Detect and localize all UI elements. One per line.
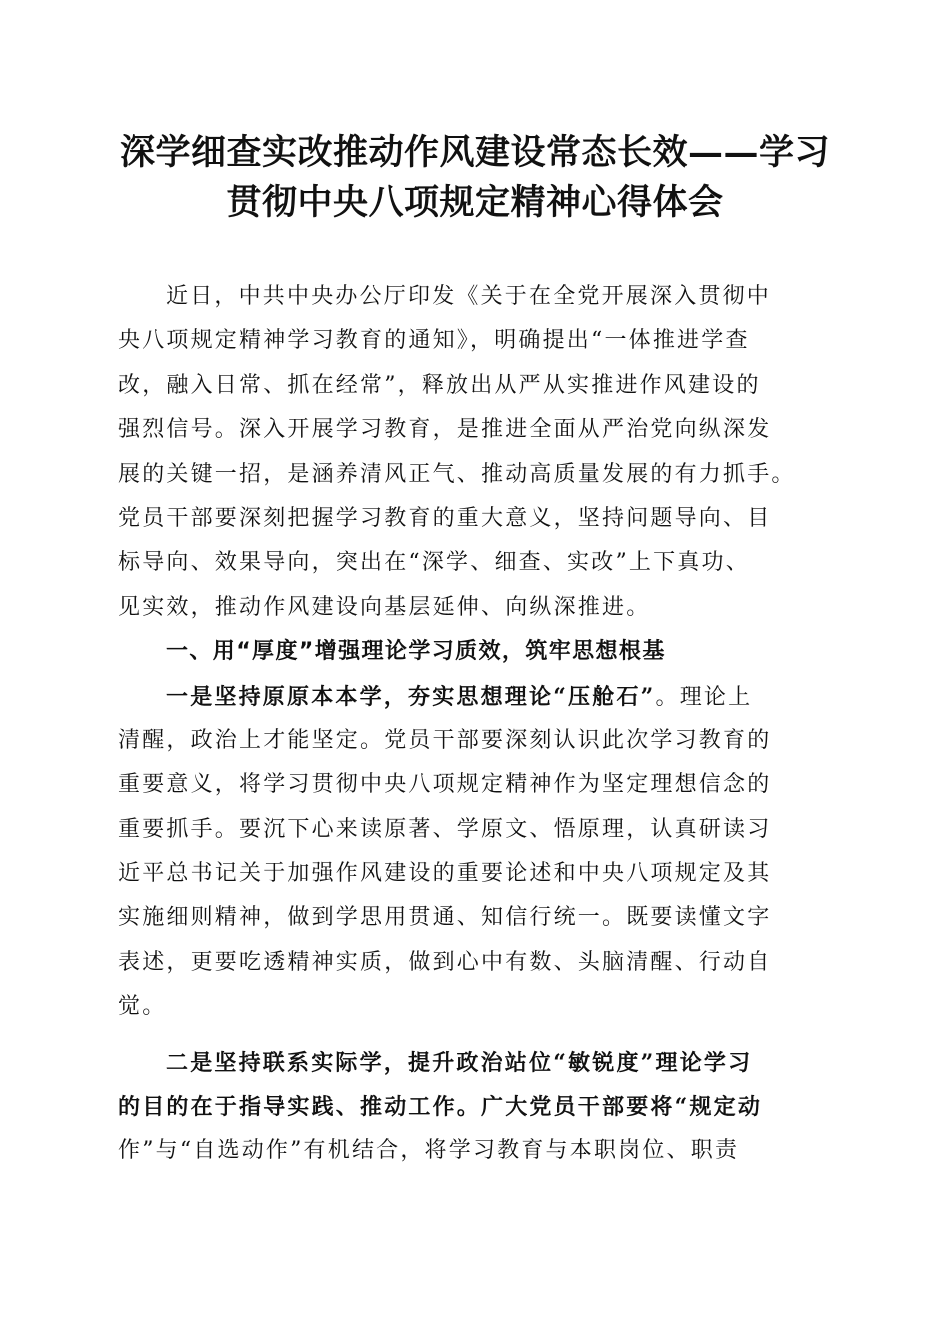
document-body	[118, 275, 834, 1174]
point-lead-rest: 理论学习	[655, 1049, 753, 1076]
paragraph-line: 近平总书记关于加强作风建设的重要论述和中央八项规定及其	[118, 861, 772, 887]
paragraph-line: 展的关键一招，是涵养清风正气、推动高质量发展的有力抓手。	[118, 461, 796, 487]
document-title	[100, 128, 850, 228]
paragraph-line: 作”与“自选动作”有机结合，将学习教育与本职岗位、职责	[118, 1138, 740, 1164]
point-lead-rest: 。理论上	[655, 684, 753, 710]
paragraph-line: 重要抓手。要沉下心来读原著、学原文、悟原理，认真研读习	[118, 816, 772, 842]
point-lead: 一是坚持原原本本学，夯实思想理论“压舱石”	[166, 683, 656, 710]
section-heading: 一、用“厚度”增强理论学习质效，筑牢思想根基	[166, 639, 666, 665]
paragraph-line: 央八项规定精神学习教育的通知》，明确提出“一体推进学查	[118, 328, 750, 354]
paragraph-line	[118, 675, 834, 719]
paragraph-intro	[118, 275, 834, 630]
title-line: 深学细查实改推动作风建设常态长效——学习	[119, 132, 830, 173]
paragraph-line: 改，融入日常、抓在经常”，释放出从严从实推进作风建设的	[118, 372, 761, 398]
paragraph-line: 表述，更要吃透精神实质，做到心中有数、头脑清醒、行动自	[118, 949, 772, 975]
paragraph-line: 见实效，推动作风建设向基层延伸、向纵深推进。	[118, 594, 651, 620]
title-line: 贯彻中央八项规定精神心得体会	[226, 182, 724, 223]
paragraph-line: 清醒，政治上才能坚定。党员干部要深刻认识此次学习教育的	[118, 727, 772, 753]
paragraph-line: 近日，中共中央办公厅印发《关于在全党开展深入贯彻中	[166, 284, 772, 309]
paragraph-line: 强烈信号。深入开展学习教育，是推进全面从严治党向纵深发	[118, 417, 772, 443]
paragraph-line: 觉。	[118, 994, 167, 1020]
paragraph-point-one	[118, 675, 834, 1030]
paragraph-line: 党员干部要深刻把握学习教育的重大意义，坚持问题导向、目	[118, 505, 772, 531]
paragraph-line: 重要意义，将学习贯彻中央八项规定精神作为坚定理想信念的	[118, 772, 772, 798]
paragraph-line: 实施细则精神，做到学思用贯通、知信行统一。既要读懂文字	[118, 905, 772, 931]
point-lead: 二是坚持联系实际学，提升政治站位“敏锐度”	[166, 1049, 656, 1076]
paragraph-line	[118, 1041, 834, 1085]
paragraph-line: 标导向、效果导向，突出在“深学、细查、实改”上下真功、	[118, 550, 750, 576]
paragraph-line: 的目的在于指导实践、推动工作。广大党员干部要将“规定动	[118, 1094, 763, 1121]
paragraph-point-two	[118, 1041, 834, 1174]
